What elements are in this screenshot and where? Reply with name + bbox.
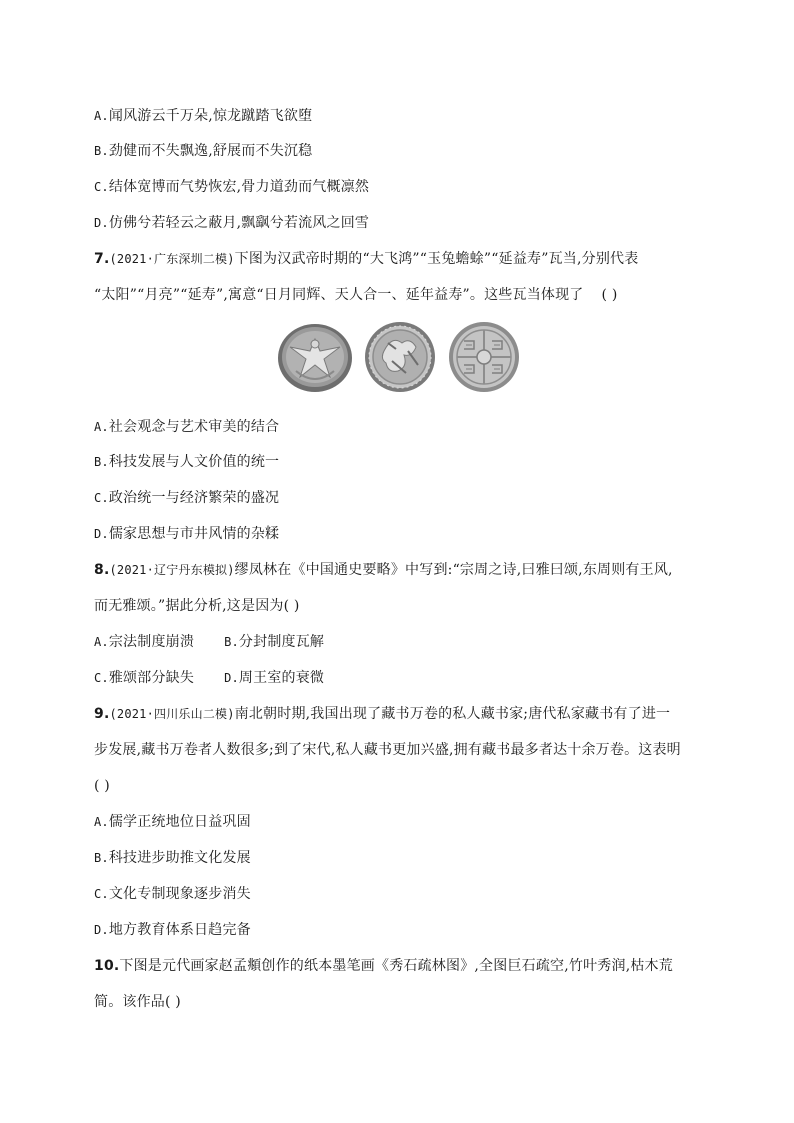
option-text: 地方教育体系日趋完备 [108, 922, 251, 938]
stem-text: 步发展,藏书万卷者人数很多;到了宋代,私人藏书更加兴盛,拥有藏书最多者达十余万卷。这表明 [94, 742, 681, 758]
option-letter: C. [94, 491, 109, 505]
question-number: 10. [94, 958, 120, 974]
q8-options-row1 [94, 633, 324, 651]
option-text: 政治统一与经济繁荣的盛况 [108, 490, 280, 506]
answer-blank: ( ) [601, 287, 618, 303]
option-letter: D. [94, 527, 109, 541]
question-number: 9. [94, 706, 110, 722]
stem-text: 下图为汉武帝时期的“大飞鸿”“玉兔蟾蜍”“延益寿”瓦当,分别代表 [234, 251, 639, 267]
option-letter: A. [94, 109, 109, 123]
stem-text: “太阳”“月亮”“延寿”,寓意“日月同辉、天人合一、延年益寿”。这些瓦当体现了 [94, 287, 584, 303]
q9-option-c [94, 885, 251, 903]
question-source: (2021·四川乐山二模) [109, 707, 235, 721]
q10-stem-line1 [94, 957, 673, 975]
option-text: 周王室的衰微 [238, 670, 325, 686]
stem-text: 南北朝时期,我国出现了藏书万卷的私人藏书家;唐代私家藏书有了进一 [234, 706, 671, 722]
q7-option-b [94, 453, 279, 471]
question-number: 7. [94, 251, 110, 267]
stem-text: 下图是元代画家赵孟頫创作的纸本墨笔画《秀石疏林图》,全图巨石疏空,竹叶秀润,枯木荒 [119, 958, 673, 974]
wadang-tile-yanyishou [446, 321, 522, 393]
option-text: 社会观念与艺术审美的结合 [108, 419, 280, 435]
q7-option-c [94, 489, 279, 507]
q9-option-a [94, 813, 251, 831]
option-text: 文化专制现象逐步消失 [108, 886, 251, 902]
option-text: 结体宽博而气势恢宏,骨力道劲而气概凛然 [108, 179, 370, 195]
q7-stem-line2 [94, 286, 618, 304]
option-letter: A. [94, 815, 109, 829]
option-text: 仿佛兮若轻云之蔽月,飘飖兮若流风之回雪 [108, 215, 370, 231]
option-text: 儒学正统地位日益巩固 [108, 814, 251, 830]
q8-stem-line1 [94, 561, 673, 579]
q6-option-b [94, 142, 312, 160]
q9-stem-line3 [94, 777, 110, 795]
option-letter: D. [94, 923, 109, 937]
q7-stem-line1 [94, 250, 638, 268]
option-letter: C. [94, 671, 109, 685]
q6-option-a [94, 107, 312, 125]
q9-option-d [94, 921, 251, 939]
option-text: 劲健而不失飘逸,舒展而不失沉稳 [108, 143, 313, 159]
option-letter: A. [94, 420, 109, 434]
option-text: 闻风游云千万朵,惊龙蹴踏飞欲堕 [108, 108, 313, 124]
option-text: 科技进步助推文化发展 [108, 850, 251, 866]
option-text: 分封制度瓦解 [238, 634, 325, 650]
option-letter: B. [224, 635, 239, 649]
q7-option-a [94, 418, 279, 436]
q9-stem-line1 [94, 705, 670, 723]
option-text: 科技发展与人文价值的统一 [108, 454, 280, 470]
option-text: 宗法制度崩溃 [108, 634, 195, 650]
q10-stem-line2 [94, 993, 181, 1011]
stem-text: 简。该作品( ) [94, 994, 181, 1010]
wadang-tile-yutu-chanchu [362, 321, 438, 393]
option-letter: D. [94, 216, 109, 230]
option-letter: B. [94, 851, 109, 865]
answer-blank: ( ) [94, 778, 110, 794]
option-letter: B. [94, 455, 109, 469]
option-letter: A. [94, 635, 109, 649]
option-letter: C. [94, 180, 109, 194]
stem-text: 缪凤林在《中国通史要略》中写到:“宗周之诗,曰雅曰颂,东周则有王风, [234, 562, 673, 578]
option-letter: B. [94, 144, 109, 158]
wadang-tile-dafeihong [276, 321, 354, 393]
option-text: 雅颂部分缺失 [108, 670, 195, 686]
q7-option-d [94, 525, 279, 543]
q6-option-d [94, 214, 369, 232]
q7-figure-wadang [276, 321, 526, 393]
option-text: 儒家思想与市井风情的杂糅 [108, 526, 280, 542]
q6-option-c [94, 178, 369, 196]
q9-option-b [94, 849, 251, 867]
question-source: (2021·广东深圳二模) [109, 252, 235, 266]
q8-stem-line2 [94, 597, 300, 615]
option-letter: D. [224, 671, 239, 685]
question-source: (2021·辽宁丹东模拟) [109, 563, 235, 577]
q8-options-row2 [94, 669, 324, 687]
option-letter: C. [94, 887, 109, 901]
stem-text: 而无雅颂。”据此分析,这是因为( ) [94, 598, 300, 614]
question-number: 8. [94, 562, 110, 578]
q9-stem-line2 [94, 741, 681, 759]
